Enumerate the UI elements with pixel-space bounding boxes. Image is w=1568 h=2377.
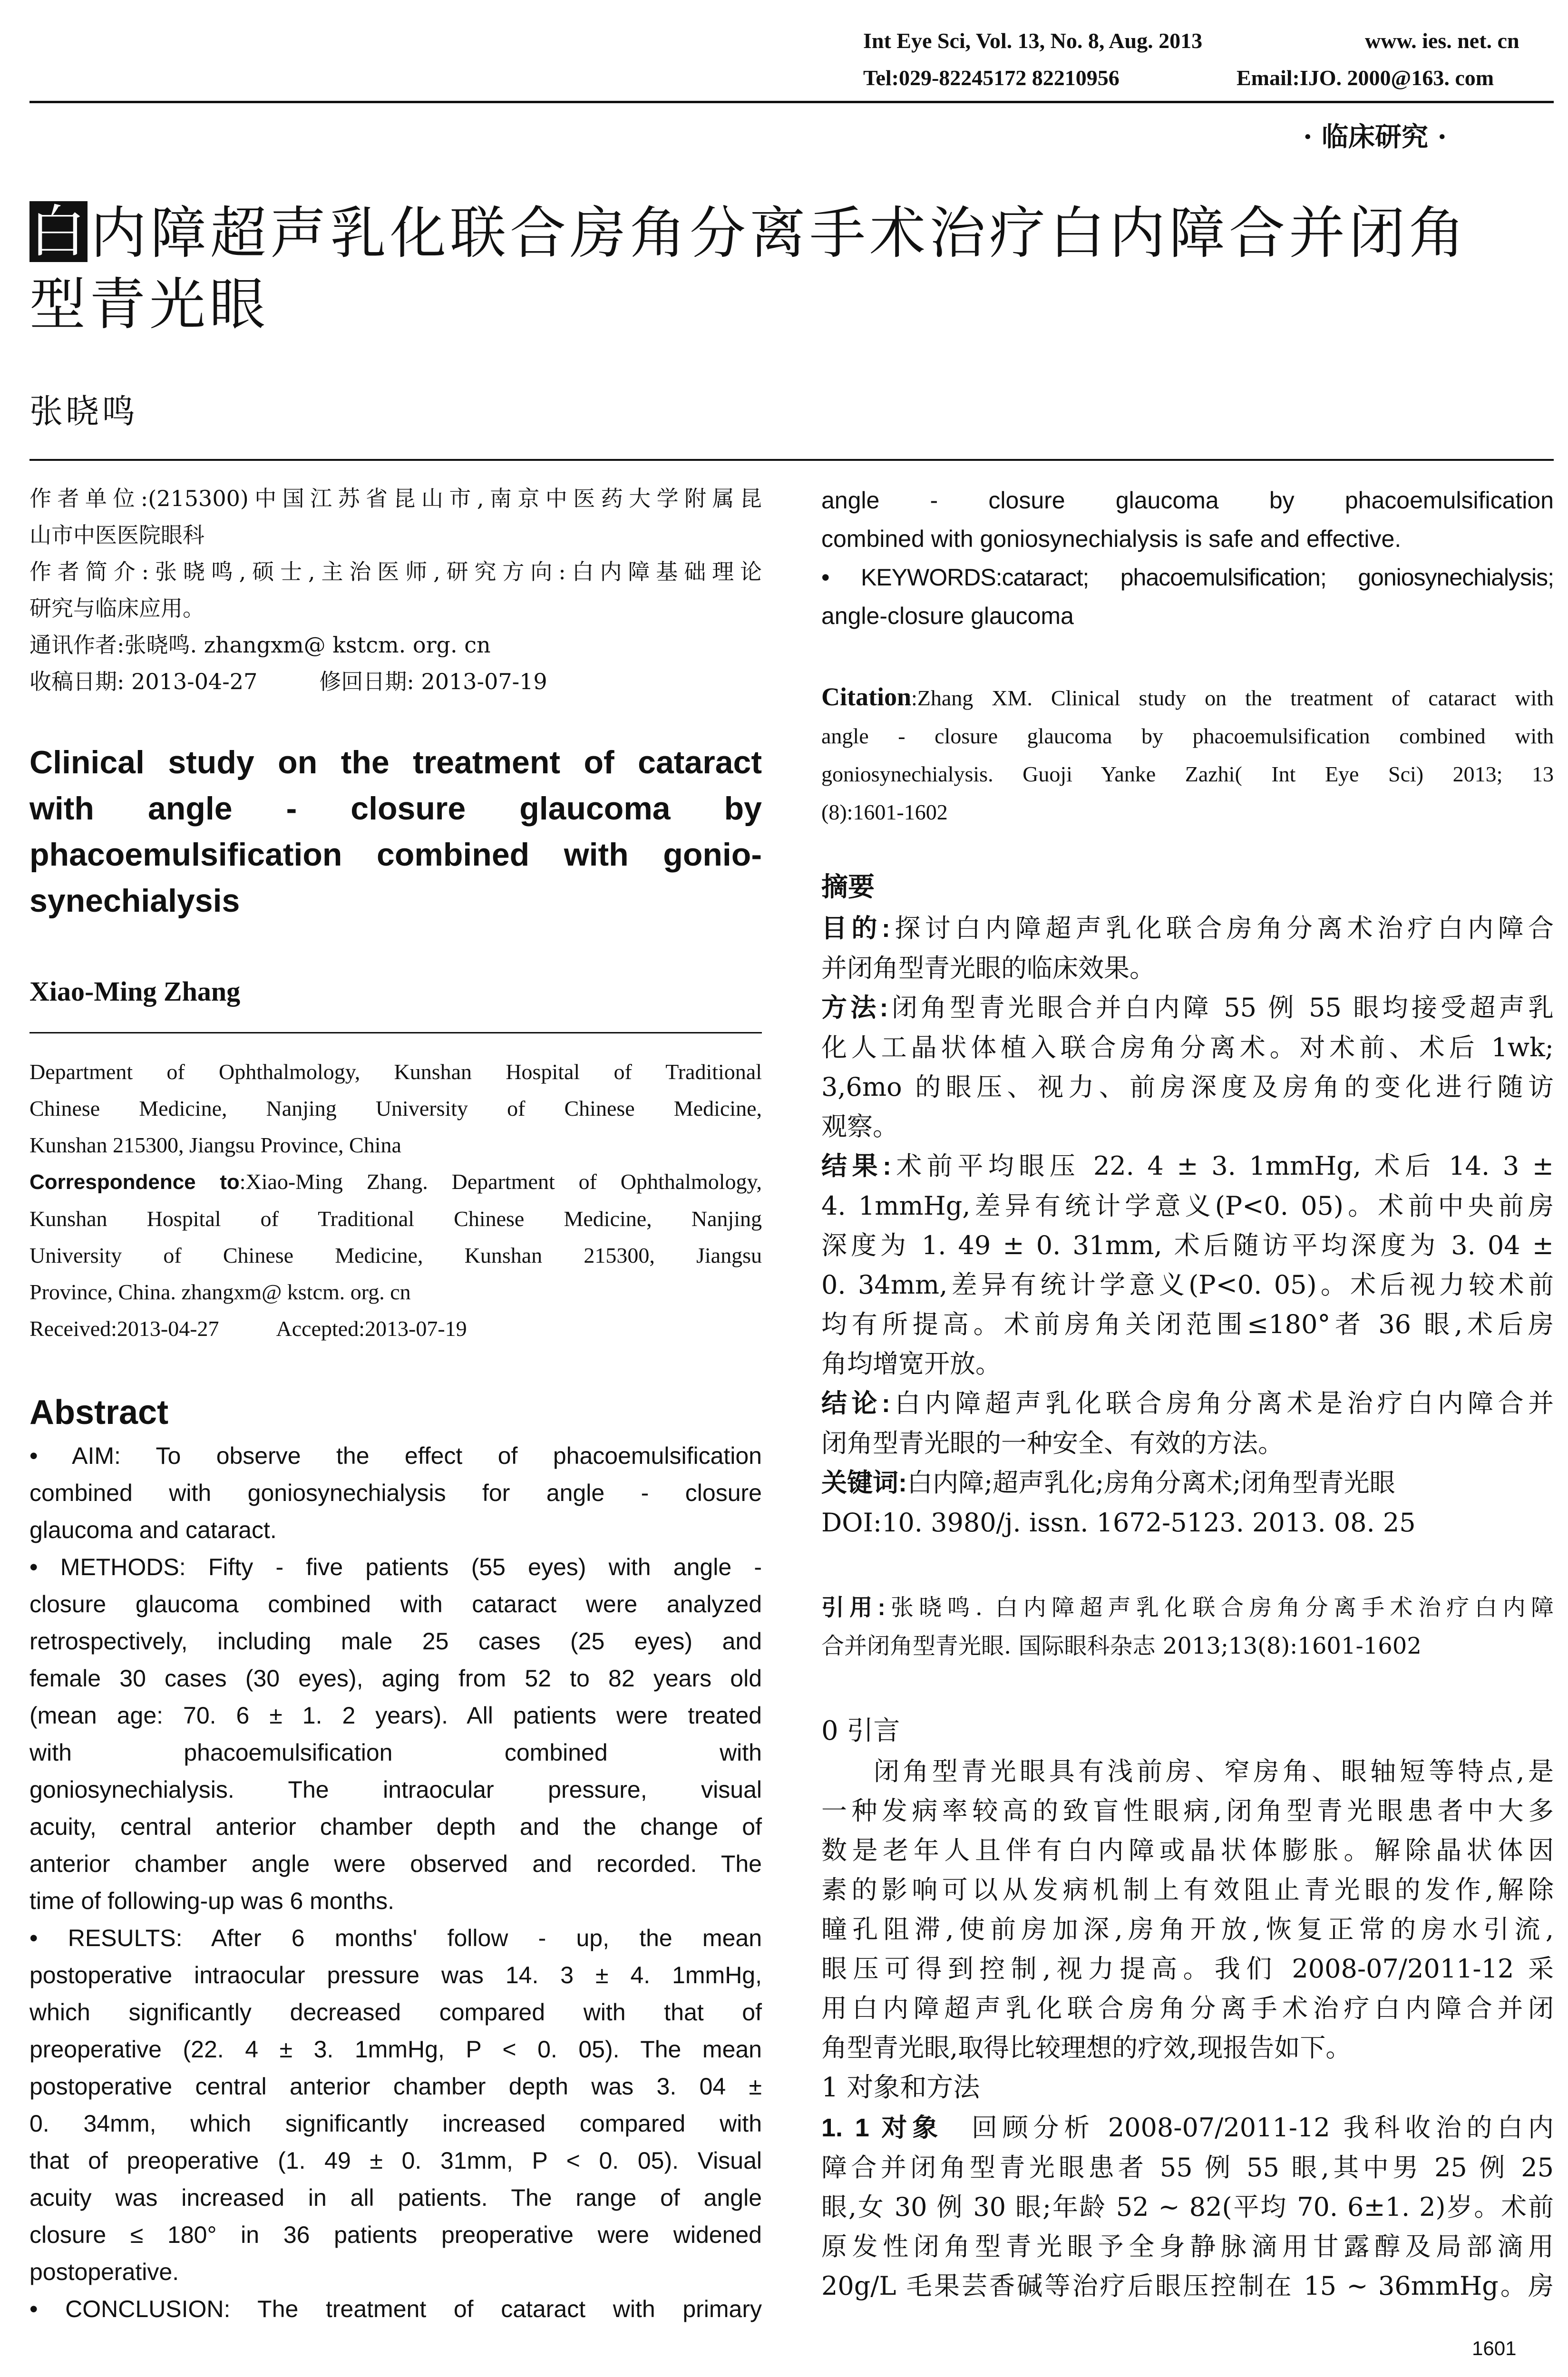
intro-line: 角型青光眼,取得比较理想的疗效,现报告如下。	[821, 2033, 1352, 2063]
revised-date-cn: 修回日期: 2013-07-19	[319, 669, 547, 694]
cn-citation-text: 张晓鸣. 白内障超声乳化联合房角分离手术治疗白内障	[885, 1594, 1554, 1621]
title-line1: 内障超声乳化联合房角分离手术治疗白内障合并闭角	[90, 200, 1469, 266]
abstract-line: postoperative.	[29, 2259, 179, 2285]
title-initial: 白	[29, 199, 90, 264]
cn-abstract-text: 4. 1mmHg,差异有统计学意义(P<0. 05)。术前中央前房	[821, 1191, 1554, 1221]
subjects-line: 20g/L 毛果芸香碱等治疗后眼压控制在 15 ~ 36mmHg。房	[821, 2271, 1554, 2301]
abstract-line: postoperative central anterior chamber depth was 3. 04 ±	[29, 2073, 762, 2100]
page-number: 1601	[1472, 2337, 1517, 2359]
intro-line: 用白内障超声乳化联合房角分离手术治疗白内障合并闭	[821, 1993, 1554, 2023]
correspondence-en-line: Kunshan Hospital of Traditional Chinese Medicine, Nanjing	[29, 1207, 762, 1231]
cn-abstract-text: 角均增宽开放。	[821, 1349, 1001, 1379]
abstract-line: glaucoma and cataract.	[29, 1517, 277, 1543]
author-chinese: 张晓鸣	[29, 392, 138, 431]
cn-abstract-line	[821, 1503, 1554, 1542]
english-title-line: with angle - closure glaucoma by	[29, 790, 762, 827]
abstract-line: female 30 cases (30 eyes), aging from 52 to 82 years old	[29, 1665, 762, 1692]
cn-abstract-label: 结论:	[821, 1389, 890, 1418]
english-title-line: phacoemulsification combined with gonio-	[29, 837, 762, 873]
correspondence-label: Correspondence to	[29, 1170, 240, 1194]
subjects-line	[821, 2108, 1554, 2148]
abstract-line: • AIM: To observe the effect of phacoemulsification	[29, 1442, 762, 1469]
affiliation-line: 山市中医医院眼科	[29, 522, 205, 548]
section-label: · 临床研究 ·	[1303, 121, 1447, 153]
abstract-line: with phacoemulsification combined with	[29, 1739, 762, 1766]
cn-abstract-label: 关键词:	[821, 1469, 907, 1497]
cn-abstract-line	[821, 1423, 1554, 1463]
cn-abstract-line	[821, 908, 1554, 948]
dates-en	[29, 1310, 762, 1347]
intro-line: 数是老年人且伴有白内障或晶状体膨胀。解除晶状体因	[821, 1835, 1554, 1865]
accepted-date-en: Accepted:2013-07-19	[276, 1316, 467, 1341]
received-date-en: Received:2013-04-27	[29, 1316, 219, 1341]
abstract-heading: Abstract	[29, 1393, 169, 1432]
abstract-line: 0. 34mm, which significantly increased compared with	[29, 2110, 762, 2137]
title-rule	[29, 459, 1554, 461]
citation-text: :Zhang XM. Clinical study on the treatment of cataract with	[911, 686, 1554, 710]
cn-citation	[821, 1588, 1554, 1665]
bio-line: 研究与临床应用。	[29, 595, 205, 621]
correspondence-text: :Xiao-Ming Zhang. Department of Ophthalmology,	[239, 1169, 762, 1194]
intro-line: 眼压可得到控制,视力提高。我们 2008-07/2011-12 采	[821, 1954, 1554, 1984]
bio-line: 作者简介:张晓鸣,硕士,主治医师,研究方向:白内障基础理论	[29, 559, 762, 585]
cn-abstract-text: 术前平均眼压 22. 4 ± 3. 1mmHg, 术后 14. 3 ±	[891, 1151, 1554, 1181]
english-title-line: Clinical study on the treatment of cataract	[29, 744, 762, 780]
cn-abstract-line	[821, 1028, 1554, 1067]
cn-abstract-line	[821, 988, 1554, 1028]
cn-abstract-text: 深度为 1. 49 ± 0. 31mm, 术后随访平均深度为 3. 04 ±	[821, 1230, 1554, 1260]
english-affiliation	[29, 1053, 762, 1347]
cn-abstract-line	[821, 1383, 1554, 1423]
correspondence-en-line: Province, China. zhangxm@ kstcm. org. cn	[29, 1280, 411, 1304]
abstract-line: preoperative (22. 4 ± 3. 1mmHg, P < 0. 05). The mean	[29, 2036, 762, 2063]
cn-abstract-label: 目的:	[821, 914, 890, 943]
affiliation-en-line: Kunshan 215300, Jiangsu Province, China	[29, 1133, 401, 1157]
cn-abstract-line	[821, 1186, 1554, 1226]
methods-heading: 1 对象和方法	[821, 2072, 980, 2103]
article-title	[29, 197, 1561, 340]
author-info-block	[29, 480, 762, 700]
intro-line: 素的影响可以从发病机制上有效阻止青光眼的发作,解除	[821, 1875, 1554, 1905]
cn-abstract-label: 结果:	[821, 1152, 891, 1180]
citation-line: (8):1601-1602	[821, 800, 948, 824]
author-rule	[29, 1032, 762, 1033]
abstract-line: • METHODS: Fifty - five patients (55 eyes) with angle -	[29, 1554, 762, 1580]
header-rule	[29, 101, 1554, 103]
citation-line	[821, 678, 1554, 717]
intro-heading: 0 引言	[821, 1715, 900, 1746]
abstract-line: combined with goniosynechialysis for angle - closure	[29, 1480, 762, 1506]
abstract-line: retrospectively, including male 25 cases (25 eyes) and	[29, 1628, 762, 1655]
cn-abstract-text: 探讨白内障超声乳化联合房角分离术治疗白内障合	[890, 913, 1554, 943]
affiliation-en-line: Chinese Medicine, Nanjing University of Chinese Medicine,	[29, 1096, 762, 1120]
abstract-line: angle - closure glaucoma by phacoemulsification	[821, 487, 1554, 514]
keywords-line: angle-closure glaucoma	[821, 603, 1074, 629]
subjects-line: 原发性闭角型青光眼予全身静脉滴用甘露醇及局部滴用	[821, 2231, 1554, 2261]
cn-abstract-line	[821, 1265, 1554, 1305]
abstract-line: acuity, central anterior chamber depth and the change of	[29, 1813, 762, 1840]
cn-abstract-label: 方法:	[821, 994, 888, 1022]
journal-email: Email:IJO. 2000@163. com	[1237, 66, 1494, 90]
intro-line: 闭角型青光眼具有浅前房、窄房角、眼轴短等特点,是	[874, 1756, 1554, 1786]
subjects-line: 眼,女 30 例 30 眼;年龄 52 ~ 82(平均 70. 6±1. 2)岁。术前	[821, 2192, 1554, 2222]
journal-url: www. ies. net. cn	[1365, 29, 1519, 53]
intro-line: 瞳孔阻滞,使前房加深,房角开放,恢复正常的房水引流,	[821, 1914, 1554, 1944]
cn-citation-line	[821, 1588, 1554, 1627]
abstract-line: closure ≤ 180° in 36 patients preoperative were widened	[29, 2221, 762, 2248]
cn-abstract-text: 化人工晶状体植入联合房角分离术。对术前、术后 1wk;	[821, 1033, 1554, 1062]
cn-abstract-text: 观察。	[821, 1111, 898, 1141]
abstract-continued	[821, 481, 1554, 635]
english-title-line: synechialysis	[29, 883, 240, 919]
correspondence-cn: 通讯作者:张晓鸣. zhangxm@ kstcm. org. cn	[29, 632, 491, 658]
abstract-line: closure glaucoma combined with cataract were analyzed	[29, 1591, 762, 1617]
cn-abstract-text: 并闭角型青光眼的临床效果。	[821, 953, 1155, 983]
abstract-line: postoperative intraocular pressure was 14. 3 ± 4. 1mmHg,	[29, 1962, 762, 1988]
intro-line: 一种发病率较高的致盲性眼病,闭角型青光眼患者中大多	[821, 1796, 1554, 1826]
cn-abstract-line	[821, 1067, 1554, 1107]
english-abstract	[29, 1437, 762, 2328]
abstract-line: that of preoperative (1. 49 ± 0. 31mm, P < 0. 05). Visual	[29, 2147, 762, 2174]
cn-abstract-text: 闭角型青光眼合并白内障 55 例 55 眼均接受超声乳	[888, 993, 1554, 1023]
cn-abstract-text: DOI:10. 3980/j. issn. 1672-5123. 2013. 08. 25	[821, 1508, 1416, 1538]
correspondence-en-line: University of Chinese Medicine, Kunshan 215300, Jiangsu	[29, 1243, 762, 1267]
journal-citation: Int Eye Sci, Vol. 13, No. 8, Aug. 2013	[863, 29, 1203, 53]
subjects-body	[821, 2108, 1554, 2306]
english-title	[29, 740, 762, 924]
cn-abstract	[821, 908, 1554, 1542]
journal-tel: Tel:029-82245172 82210956	[863, 66, 1120, 90]
cn-abstract-line	[821, 1463, 1554, 1503]
cn-abstract-text: 白内障超声乳化联合房角分离术是治疗白内障合并	[890, 1388, 1554, 1418]
subjects-line: 障合并闭角型青光眼患者 55 例 55 眼,其中男 25 例 25	[821, 2153, 1554, 2182]
cn-citation-label: 引用:	[821, 1595, 886, 1620]
dates-cn	[29, 663, 762, 700]
abstract-line: anterior chamber angle were observed and recorded. The	[29, 1851, 762, 1877]
received-date-cn: 收稿日期: 2013-04-27	[29, 669, 258, 694]
affiliation-line: 作者单位:(215300)中国江苏省昆山市,南京中医药大学附属昆	[29, 486, 762, 511]
abstract-line: combined with goniosynechialysis is safe and effective.	[821, 526, 1402, 552]
abstract-line: time of following-up was 6 months.	[29, 1888, 395, 1914]
cn-abstract-text: 0. 34mm,差异有统计学意义(P<0. 05)。术后视力较术前	[821, 1270, 1554, 1300]
citation-label: Citation	[821, 682, 911, 711]
cn-abstract-text: 闭角型青光眼的一种安全、有效的方法。	[821, 1428, 1284, 1458]
cn-abstract-text: 3,6mo 的眼压、视力、前房深度及房角的变化进行随访	[821, 1072, 1554, 1102]
abstract-line: acuity was increased in all patients. The range of angle	[29, 2184, 762, 2211]
cn-abstract-line	[821, 948, 1554, 988]
cn-abstract-line	[821, 1344, 1554, 1383]
abstract-line: • RESULTS: After 6 months' follow - up, the mean	[29, 1925, 762, 1951]
cn-abstract-text: 白内障;超声乳化;房角分离术;闭角型青光眼	[906, 1468, 1395, 1498]
english-author: Xiao-Ming Zhang	[29, 976, 241, 1007]
affiliation-en-line: Department of Ophthalmology, Kunshan Hospital of Traditional	[29, 1060, 762, 1084]
cn-abstract-line	[821, 1305, 1554, 1344]
cn-abstract-heading: 摘要	[821, 871, 875, 903]
abstract-line: which significantly decreased compared with that of	[29, 1999, 762, 2026]
keywords-line: • KEYWORDS:cataract; phacoemulsification; goniosynechialysis;	[821, 564, 1554, 591]
title-line2: 型青光眼	[29, 272, 270, 337]
citation-block	[821, 678, 1554, 831]
abstract-line: (mean age: 70. 6 ± 1. 2 years). All patients were treated	[29, 1702, 762, 1729]
citation-line: goniosynechialysis. Guoji Yanke Zazhi( Int Eye Sci) 2013; 13	[821, 762, 1554, 786]
subjects-label: 1. 1 对象	[821, 2114, 943, 2142]
subjects-text: 回顾分析 2008-07/2011-12 我科收治的白内	[971, 2113, 1554, 2143]
cn-abstract-line	[821, 1146, 1554, 1186]
cn-abstract-text: 均有所提高。术前房角关闭范围≤180°者 36 眼,术后房	[821, 1309, 1554, 1339]
abstract-line: • CONCLUSION: The treatment of cataract with primary	[29, 2296, 762, 2322]
abstract-line: goniosynechialysis. The intraocular pressure, visual	[29, 1776, 762, 1803]
cn-citation-line: 合并闭角型青光眼. 国际眼科杂志 2013;13(8):1601-1602	[821, 1633, 1422, 1659]
correspondence-en-line	[29, 1163, 762, 1200]
cn-abstract-line	[821, 1226, 1554, 1265]
citation-line: angle - closure glaucoma by phacoemulsification combined with	[821, 724, 1554, 748]
intro-body	[821, 1752, 1554, 2067]
cn-abstract-line	[821, 1107, 1554, 1146]
